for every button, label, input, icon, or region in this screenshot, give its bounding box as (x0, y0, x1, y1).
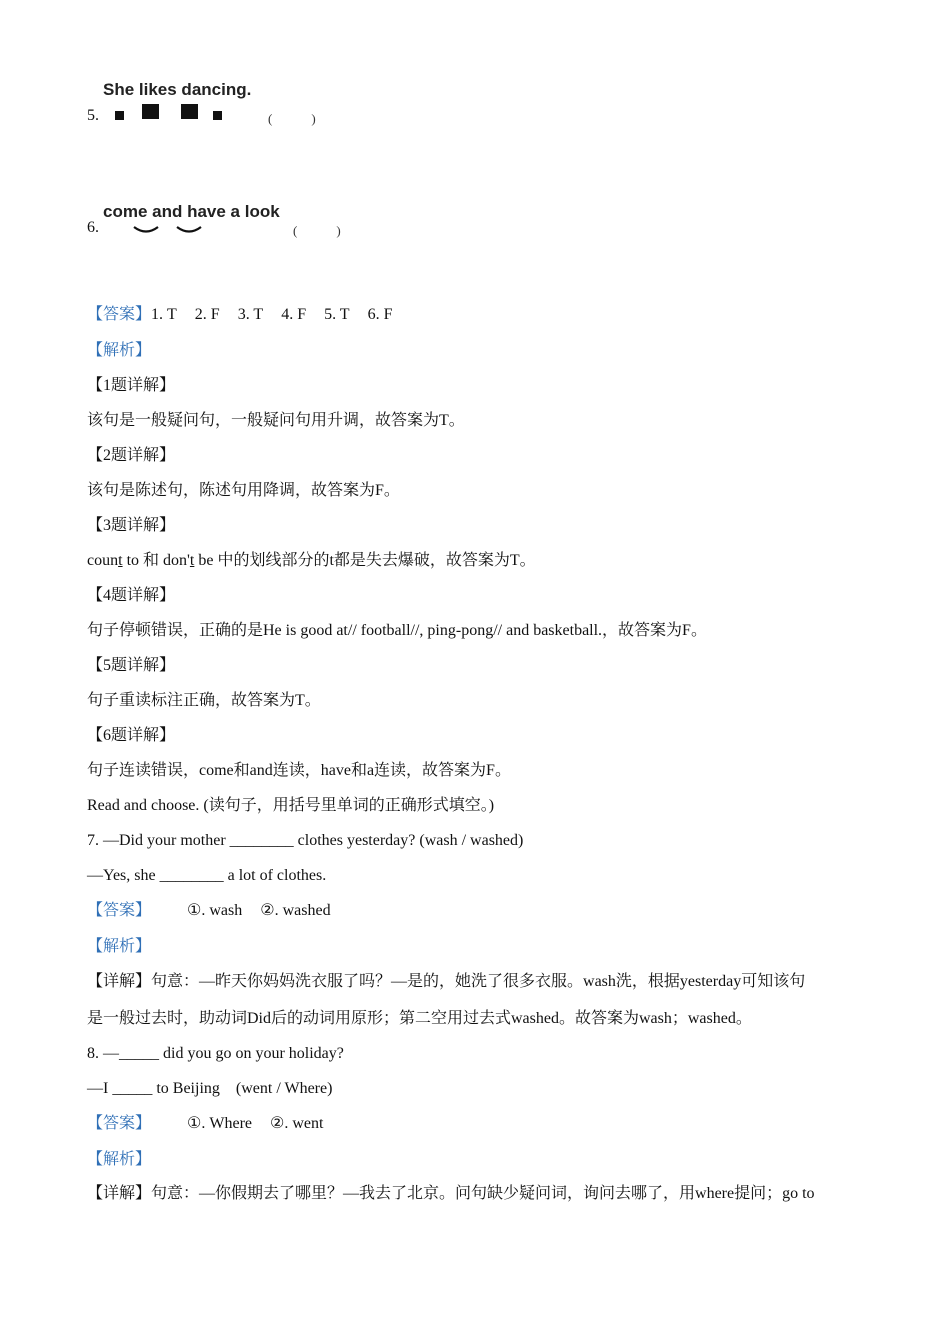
q6-answer-paren: ( ) (293, 223, 341, 238)
section-heading: Read and choose. (读句子，用括号里单词的正确形式填空。) (87, 797, 495, 814)
q8-answer-2: ②. went (270, 1115, 324, 1132)
q5-number: 5. (87, 107, 99, 124)
q7-answer (87, 901, 331, 921)
weak-stress-mark (213, 111, 222, 120)
q7-line-1: 7. —Did your mother ________ clothes yesterday? (wash / washed) (87, 832, 524, 849)
detail-text-6: 句子连读错误，come和and连读，have和a连读，故答案为F。 (87, 762, 511, 779)
q6-sentence-image: come and have a look (103, 202, 280, 221)
detail-text-1: 该句是一般疑问句，一般疑问句用升调，故答案为T。 (87, 412, 465, 429)
q8-answer (87, 1114, 323, 1134)
answer-item: 3. T (237, 306, 264, 323)
q7-detail-2: 是一般过去时，助动词Did后的动词用原形；第二空用过去式washed。故答案为wash；washed。 (87, 1010, 752, 1027)
answer-line-1 (87, 305, 392, 325)
detail-title-5: 【5题详解】 (87, 657, 176, 674)
strong-stress-mark (181, 104, 198, 119)
detail-title-3: 【3题详解】 (87, 517, 176, 534)
detail-text-3: count to 和 don't be 中的划线部分的t都是失去爆破，故答案为T。 (87, 552, 536, 569)
liaison-arc-mark (175, 224, 203, 236)
answer-tag: 【答案】 (87, 306, 152, 323)
answer-item: 6. F (367, 306, 393, 323)
detail-text-4: 句子停顿错误，正确的是He is good at// football//, ping-pong// and basketball.，故答案为F。 (87, 622, 707, 639)
answer-item: 4. F (281, 306, 307, 323)
analysis-tag: 【解析】 (87, 938, 152, 955)
weak-stress-mark (115, 111, 124, 120)
answer-tag: 【答案】 (87, 902, 152, 919)
liaison-arc-mark (132, 224, 160, 236)
q7-answer-1: ①. wash (187, 902, 243, 919)
q8-answer-1: ①. Where (187, 1115, 252, 1132)
answer-tag: 【答案】 (87, 1115, 152, 1132)
q7-answer-2: ②. washed (260, 902, 331, 919)
q5-sentence-image: She likes dancing. (103, 80, 252, 99)
q8-detail-1: 【详解】句意：—你假期去了哪里？—我去了北京。问句缺少疑问词，询问去哪了，用where提问；go to (87, 1185, 815, 1202)
answer-item: 1. T (151, 306, 177, 323)
detail-title-1: 【1题详解】 (87, 377, 176, 394)
analysis-tag: 【解析】 (87, 342, 152, 359)
q7-detail-1: 【详解】句意：—昨天你妈妈洗衣服了吗？—是的，她洗了很多衣服。wash洗，根据yesterday可知该句 (87, 973, 806, 990)
answer-item: 2. F (194, 306, 220, 323)
q8-line-1: 8. —_____ did you go on your holiday? (87, 1045, 344, 1062)
detail-title-6: 【6题详解】 (87, 727, 176, 744)
detail-title-4: 【4题详解】 (87, 587, 176, 604)
q5-answer-paren: ( ) (268, 111, 316, 126)
detail-title-2: 【2题详解】 (87, 447, 176, 464)
answer-item: 5. T (324, 306, 350, 323)
detail-text-5: 句子重读标注正确，故答案为T。 (87, 692, 321, 709)
detail-text-2: 该句是陈述句，陈述句用降调，故答案为F。 (87, 482, 400, 499)
q7-line-2: —Yes, she ________ a lot of clothes. (87, 867, 327, 884)
analysis-tag: 【解析】 (87, 1151, 152, 1168)
q8-line-2: —I _____ to Beijing (went / Where) (87, 1080, 333, 1097)
q6-number: 6. (87, 219, 99, 236)
strong-stress-mark (142, 104, 159, 119)
